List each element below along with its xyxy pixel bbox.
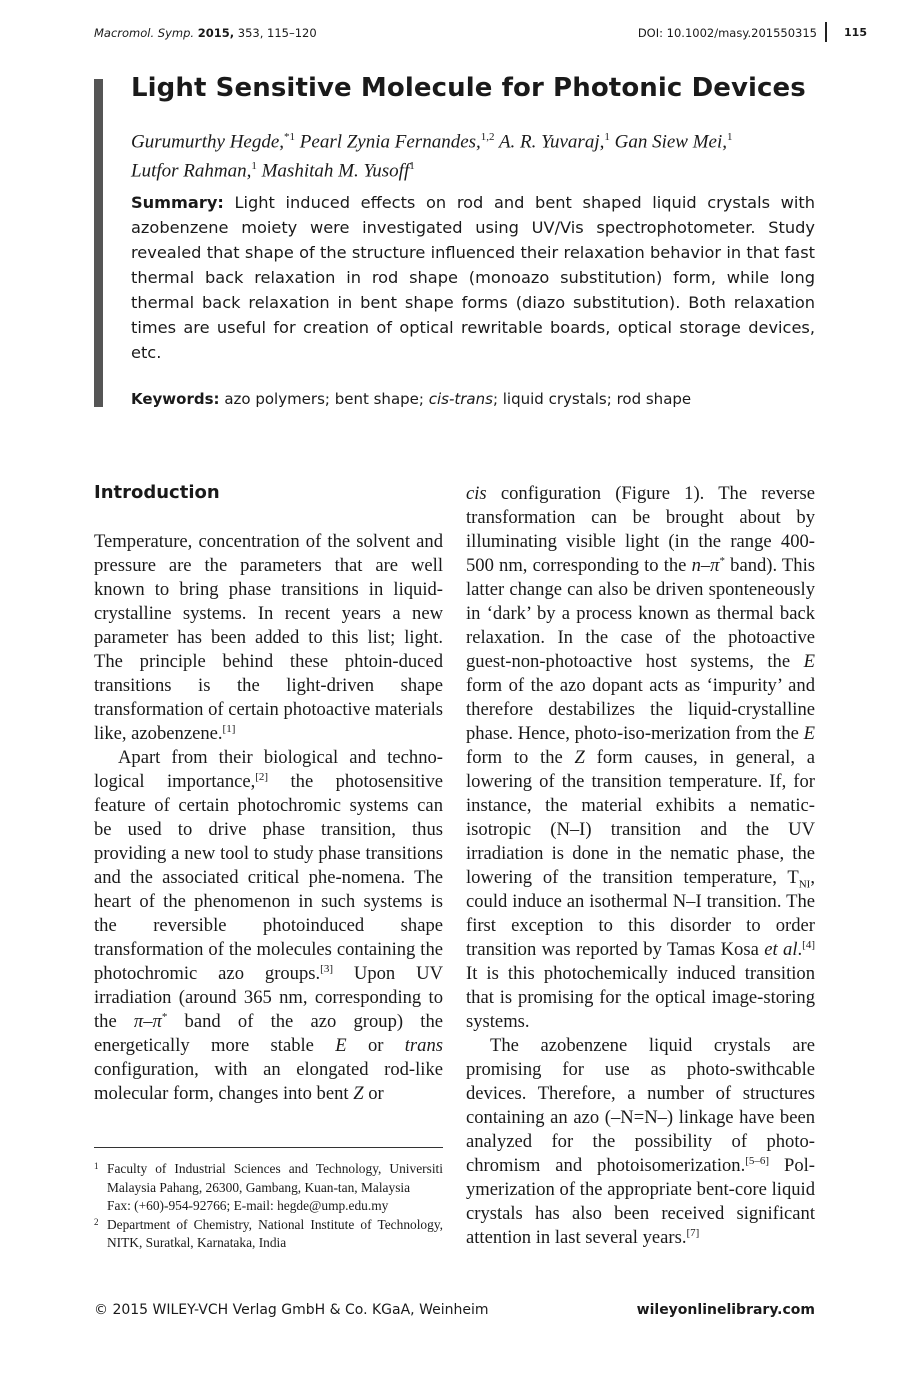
keywords: Keywords: azo polymers; bent shape; cis-trans; liquid crystals; rod shape (131, 390, 692, 408)
footnote-affiliation-1: 1 Faculty of Industrial Sciences and Technology, Universiti Malaysia Pahang, 26300, Gambang, Kuan-tan, Malaysia Fax: (+60)-954-92766; E-mail: hegde@ump.edu.my (94, 1161, 443, 1213)
journal-citation: Macromol. Symp. 2015, 353, 115–120 (94, 26, 317, 40)
doi-text: DOI: 10.1002/masy.201550315 (637, 26, 817, 40)
footnote-divider (94, 1147, 443, 1148)
publisher-website-link[interactable]: wileyonlinelibrary.com (636, 1302, 815, 1318)
copyright-text: © 2015 WILEY-VCH Verlag GmbH & Co. KGaA, Weinheim (94, 1302, 489, 1318)
abstract-summary: Summary: Light induced effects on rod and bent shaped liquid crystals with azobenzene moiety were investigated using UV/Vis spectrophotometer. Study revealed that shape of the structure influenced their relaxation behavior in that fast thermal back relaxation in rod shape (monoazo substitution) form, while long thermal back relaxation in bent shape forms (diazo substitution). Both relaxation times are useful for creation of optical rewritable boards, optical storage devices, etc. (131, 193, 815, 362)
right-column-text (466, 482, 815, 1250)
author-list: Gurumurthy Hegde,$^{*1}$ Pearl Zynia Fernandes,$^{1,2}$ A. R. Yuvaraj,$^1$ Gan Siew Mei,$^1$ Lutfor Rahman,$^1$ Mashitah M. Yusoff$^1$ (131, 131, 733, 182)
running-header (94, 26, 867, 44)
paragraph: The azobenzene liquid crystals are promising for use as photo-swithcable devices. Therefore, a number of structures containing an azo (–N=N–) linkage have been analyzed for the possibility of photo-chromism and photoisomerization.[5–6] Pol-ymerization of the appropriate bent-core liquid crystals has also been received significant attention in last several years.[7] (466, 1035, 815, 1248)
left-column-text (94, 530, 443, 1106)
page-number: 115 (844, 26, 867, 39)
abstract-accent-bar (94, 79, 103, 407)
paragraph: cis configuration (Figure 1). The reverse transformation can be brought about by illuminating visible light (in the range 400-500 nm, corresponding to the n–π* band). This latter change can also be driven sponteneously in ‘dark’ by a process known as thermal back relaxation. In the case of the photoactive guest-non-photoactive host systems, the E form of the azo dopant acts as ‘impurity’ and therefore destabilizes the liquid-crystalline phase. Hence, photo-iso-merization from the E form to the Z form causes, in general, a lowering of the transition temperature. If, for instance, the material exhibits a nematic-isotropic (N–I) transition and the UV irradiation is done in the nematic phase, the lowering of the transition temperature, $T_{NI}$, could induce an isothermal N–I transition. The first exception to this disorder to order transition was reported by Tamas Kosa et al.[4] It is this photochemically induced transition that is promising for the optical image-storing systems. (466, 483, 815, 1032)
paragraph: Temperature, concentration of the solvent and pressure are the parameters that are well known to bring phase transitions in liquid-crystalline systems. In recent years a new parameter has been added to this list; light. The principle behind these phtoin-duced transitions is the light-driven shape transformation of certain photoactive materials like, azobenzene.[1] (94, 531, 444, 744)
page-number-divider (825, 22, 827, 42)
paragraph: Apart from their biological and techno-logical importance,[2] the photosensitive feature of certain photochromic systems can be used to drive phase transition, thus providing a new tool to study phase transitions and the associated critical phe-nomena. The heart of the phenomenon in such systems is the reversible photoinduced shape transformation of the molecules containing the photochromic azo groups.[3] Upon UV irradiation (around 365 nm, corresponding to the π–π* band of the azo group) the energetically more stable E or trans configuration, with an elongated rod-like molecular form, changes into bent Z or (94, 747, 443, 1104)
footnotes (94, 1160, 443, 1253)
section-heading-introduction: Introduction (94, 482, 220, 503)
footnote-affiliation-2: 2 Department of Chemistry, National Institute of Technology, NITK, Suratkal, Karnataka, India (94, 1216, 443, 1250)
article-title: Light Sensitive Molecule for Photonic Devices (131, 73, 806, 103)
